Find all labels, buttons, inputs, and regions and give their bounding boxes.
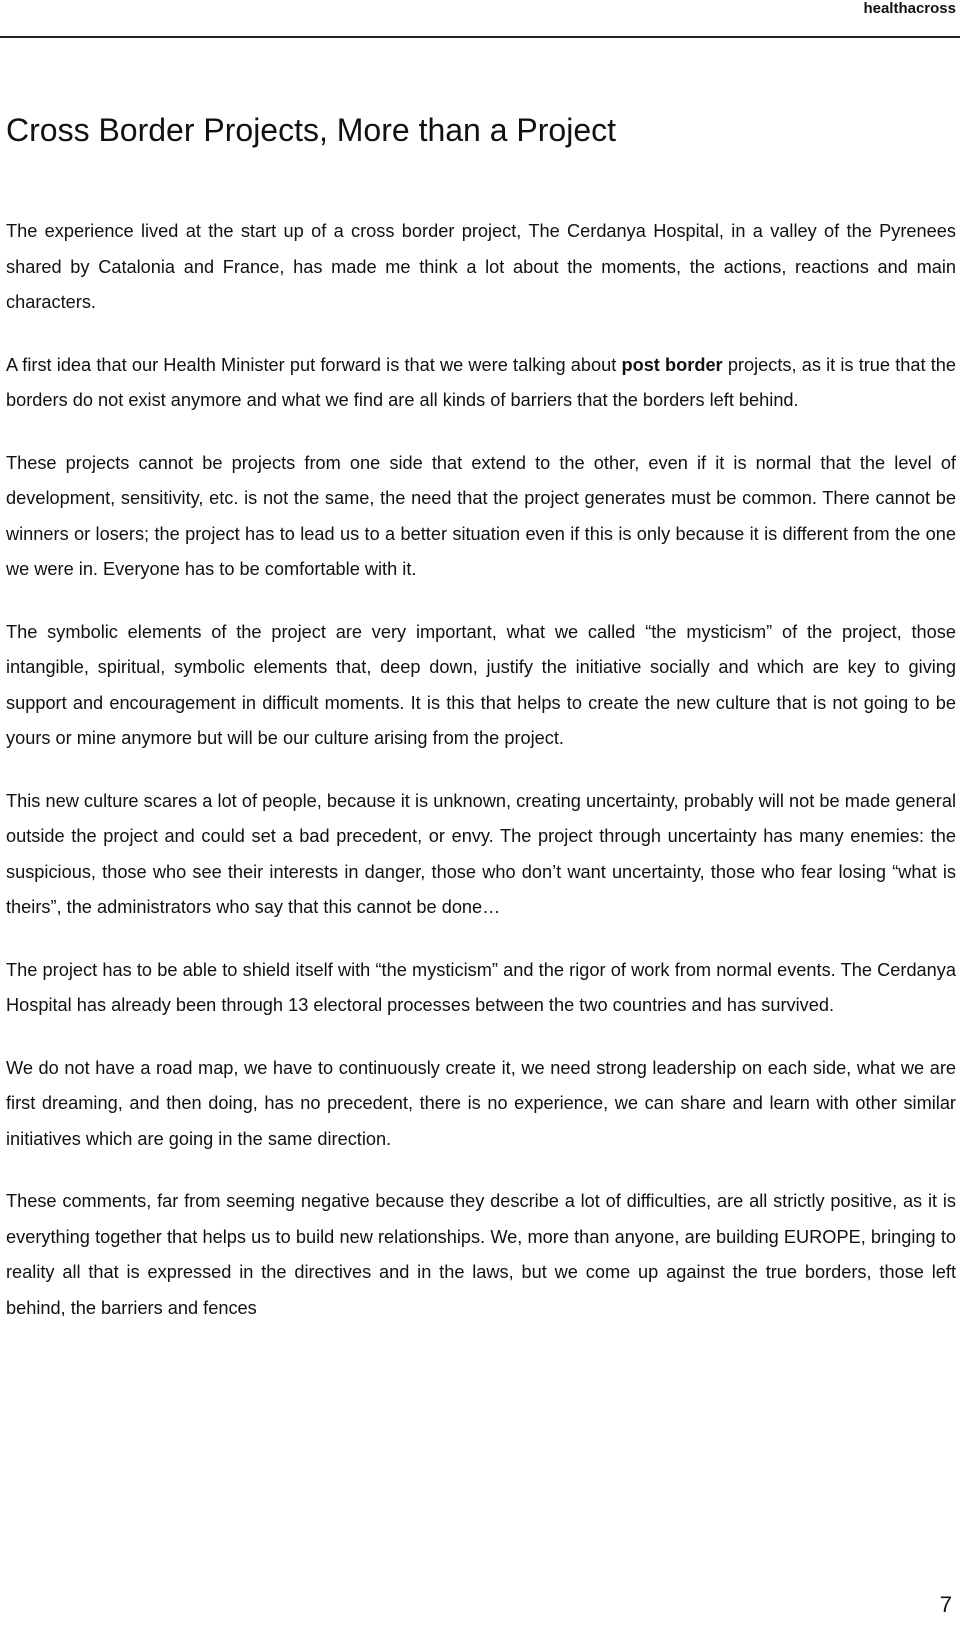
bold-phrase: post border: [621, 354, 723, 375]
page-header: [0, 0, 960, 38]
paragraph: These projects cannot be projects from one side that extend to the other, even if it is normal that the level of development, sensitivity, etc. is not the same, the need that the project generates must be common. There cannot be winners or losers; the project has to lead us to a better situation even if this is only because it is different from the one we were in. Everyone has to be comfortable with it.: [6, 452, 956, 579]
document-title: Cross Border Projects, More than a Project: [6, 112, 617, 148]
paragraph: These comments, far from seeming negative because they describe a lot of difficulties, are all strictly positive, as it is everything together that helps us to build new relationships. We, more than anyone, are building EUROPE, bringing to reality all that is expressed in the directives and in the laws, but we come up against the true borders, those left behind, the barriers and fences: [6, 1191, 956, 1318]
document-body: [6, 214, 956, 1353]
paragraph: The symbolic elements of the project are very important, what we called “the mysticism” of the project, those intangible, spiritual, symbolic elements that, deep down, justify the initiative socially and which are key to giving support and encouragement in difficult moments. It is this that helps to create the new culture that is not going to be yours or mine anymore but will be our culture arising from the project.: [6, 621, 956, 748]
paragraph-text: projects, as it is true that the borders do not exist anymore and what we find are all kinds of barriers that the borders left behind.: [6, 354, 957, 410]
paragraph: The experience lived at the start up of a cross border project, The Cerdanya Hospital, in a valley of the Pyrenees shared by Catalonia and France, has made me think a lot about the moments, the actions, reactions and main characters.: [6, 221, 956, 312]
paragraph: The project has to be able to shield itself with “the mysticism” and the rigor of work from normal events. The Cerdanya Hospital has already been through 13 electoral processes between the two countries and has survived.: [6, 959, 956, 1015]
header-brand: healthacross: [863, 0, 956, 17]
paragraph-text: A first idea that our Health Minister put forward is that we were talking about: [6, 354, 622, 375]
paragraph: [6, 348, 956, 419]
paragraph: This new culture scares a lot of people, because it is unknown, creating uncertainty, probably will not be made general outside the project and could set a bad precedent, or envy. The project through uncertainty has many enemies: the suspicious, those who see their interests in danger, those who don’t want uncertainty, those who fear losing “what is theirs”, the administrators who say that this cannot be done…: [6, 790, 956, 917]
paragraph: We do not have a road map, we have to continuously create it, we need strong leadership on each side, what we are first dreaming, and then doing, has no precedent, there is no experience, we can share and learn with other similar initiatives which are going in the same direction.: [6, 1057, 956, 1149]
page-number: 7: [939, 1592, 952, 1617]
